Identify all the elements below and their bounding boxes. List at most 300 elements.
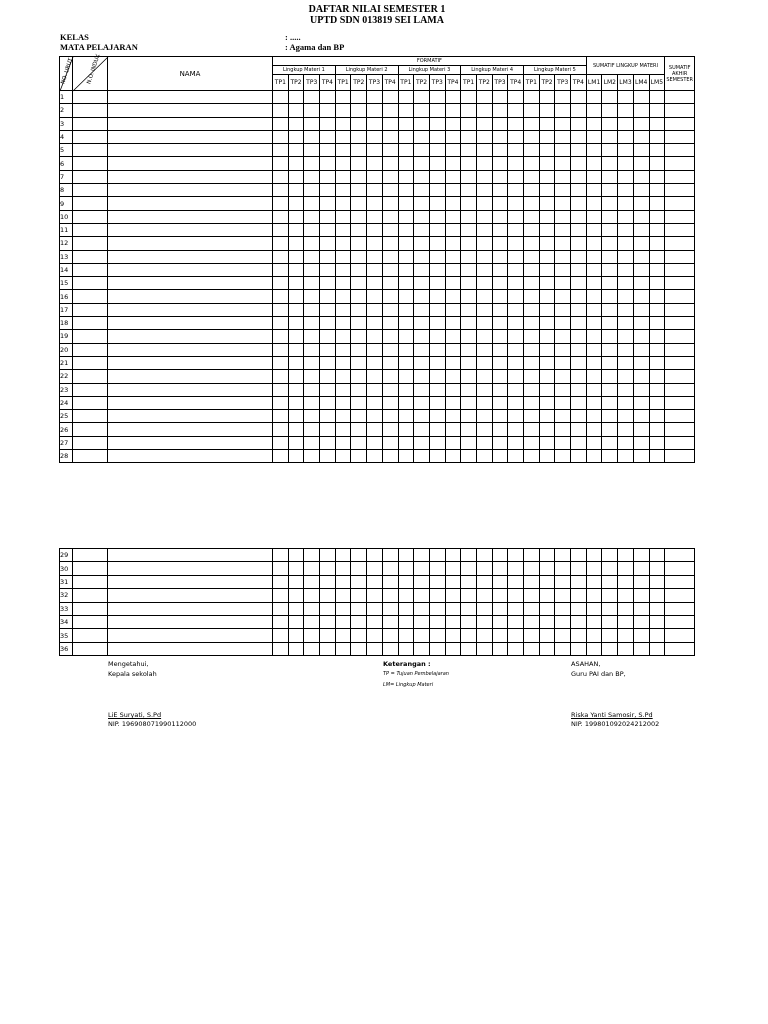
grade-cell[interactable] — [445, 303, 461, 316]
grade-cell[interactable] — [602, 263, 618, 276]
grade-cell[interactable] — [476, 436, 492, 449]
grade-cell[interactable] — [586, 396, 602, 409]
grade-cell[interactable] — [555, 602, 571, 615]
grade-cell[interactable] — [649, 117, 665, 130]
grade-cell[interactable] — [571, 370, 587, 383]
grade-cell[interactable] — [492, 343, 508, 356]
grade-cell[interactable] — [665, 130, 695, 143]
grade-cell[interactable] — [555, 210, 571, 223]
grade-cell[interactable] — [288, 290, 304, 303]
grade-cell[interactable] — [445, 562, 461, 575]
grade-cell[interactable] — [73, 210, 108, 223]
grade-cell[interactable] — [476, 356, 492, 369]
grade-cell[interactable] — [461, 410, 477, 423]
grade-cell[interactable] — [429, 396, 445, 409]
grade-cell[interactable] — [320, 170, 336, 183]
grade-cell[interactable] — [586, 436, 602, 449]
grade-cell[interactable] — [586, 423, 602, 436]
grade-cell[interactable] — [476, 170, 492, 183]
grade-cell[interactable] — [461, 144, 477, 157]
grade-cell[interactable] — [335, 615, 351, 628]
grade-cell[interactable] — [414, 197, 430, 210]
grade-cell[interactable] — [382, 423, 398, 436]
grade-cell[interactable] — [492, 383, 508, 396]
grade-cell[interactable] — [618, 130, 634, 143]
grade-cell[interactable] — [429, 250, 445, 263]
grade-cell[interactable] — [524, 104, 540, 117]
grade-cell[interactable] — [618, 184, 634, 197]
grade-cell[interactable] — [414, 423, 430, 436]
grade-cell[interactable] — [304, 330, 320, 343]
grade-cell[interactable] — [73, 436, 108, 449]
grade-cell[interactable] — [508, 237, 524, 250]
grade-cell[interactable] — [304, 223, 320, 236]
grade-cell[interactable] — [398, 197, 414, 210]
grade-cell[interactable] — [320, 184, 336, 197]
grade-cell[interactable] — [367, 343, 383, 356]
grade-cell[interactable] — [108, 210, 273, 223]
grade-cell[interactable] — [414, 410, 430, 423]
grade-cell[interactable] — [476, 410, 492, 423]
grade-cell[interactable] — [586, 356, 602, 369]
grade-cell[interactable] — [665, 642, 695, 655]
grade-cell[interactable] — [508, 197, 524, 210]
grade-cell[interactable] — [539, 91, 555, 104]
grade-cell[interactable] — [351, 370, 367, 383]
grade-cell[interactable] — [414, 615, 430, 628]
grade-cell[interactable] — [429, 615, 445, 628]
grade-cell[interactable] — [649, 263, 665, 276]
grade-cell[interactable] — [492, 184, 508, 197]
grade-cell[interactable] — [618, 91, 634, 104]
grade-cell[interactable] — [602, 104, 618, 117]
grade-cell[interactable] — [320, 549, 336, 562]
grade-cell[interactable] — [382, 144, 398, 157]
grade-cell[interactable] — [445, 250, 461, 263]
grade-cell[interactable] — [524, 642, 540, 655]
grade-cell[interactable] — [461, 629, 477, 642]
grade-cell[interactable] — [367, 436, 383, 449]
grade-cell[interactable] — [586, 383, 602, 396]
grade-cell[interactable] — [633, 290, 649, 303]
grade-cell[interactable] — [429, 330, 445, 343]
grade-cell[interactable] — [571, 157, 587, 170]
grade-cell[interactable] — [414, 290, 430, 303]
grade-cell[interactable] — [524, 91, 540, 104]
grade-cell[interactable] — [461, 170, 477, 183]
grade-cell[interactable] — [320, 104, 336, 117]
grade-cell[interactable] — [273, 130, 289, 143]
grade-cell[interactable] — [273, 91, 289, 104]
grade-cell[interactable] — [304, 450, 320, 463]
grade-cell[interactable] — [649, 642, 665, 655]
grade-cell[interactable] — [429, 343, 445, 356]
grade-cell[interactable] — [335, 184, 351, 197]
grade-cell[interactable] — [108, 575, 273, 588]
grade-cell[interactable] — [571, 317, 587, 330]
grade-cell[interactable] — [476, 343, 492, 356]
grade-cell[interactable] — [429, 130, 445, 143]
grade-cell[interactable] — [320, 290, 336, 303]
grade-cell[interactable] — [524, 303, 540, 316]
grade-cell[interactable] — [304, 197, 320, 210]
grade-cell[interactable] — [320, 117, 336, 130]
grade-cell[interactable] — [273, 383, 289, 396]
grade-cell[interactable] — [445, 642, 461, 655]
grade-cell[interactable] — [320, 343, 336, 356]
grade-cell[interactable] — [414, 562, 430, 575]
grade-cell[interactable] — [633, 629, 649, 642]
grade-cell[interactable] — [476, 575, 492, 588]
grade-cell[interactable] — [618, 117, 634, 130]
grade-cell[interactable] — [304, 356, 320, 369]
grade-cell[interactable] — [398, 370, 414, 383]
grade-cell[interactable] — [304, 562, 320, 575]
grade-cell[interactable] — [555, 629, 571, 642]
grade-cell[interactable] — [445, 615, 461, 628]
grade-cell[interactable] — [414, 117, 430, 130]
grade-cell[interactable] — [414, 383, 430, 396]
grade-cell[interactable] — [445, 277, 461, 290]
grade-cell[interactable] — [571, 436, 587, 449]
grade-cell[interactable] — [304, 157, 320, 170]
grade-cell[interactable] — [476, 250, 492, 263]
grade-cell[interactable] — [351, 589, 367, 602]
grade-cell[interactable] — [367, 383, 383, 396]
grade-cell[interactable] — [445, 370, 461, 383]
grade-cell[interactable] — [508, 144, 524, 157]
grade-cell[interactable] — [476, 144, 492, 157]
grade-cell[interactable] — [492, 263, 508, 276]
grade-cell[interactable] — [73, 250, 108, 263]
grade-cell[interactable] — [445, 91, 461, 104]
grade-cell[interactable] — [586, 197, 602, 210]
grade-cell[interactable] — [320, 436, 336, 449]
grade-cell[interactable] — [382, 290, 398, 303]
grade-cell[interactable] — [633, 383, 649, 396]
grade-cell[interactable] — [555, 250, 571, 263]
grade-cell[interactable] — [586, 343, 602, 356]
grade-cell[interactable] — [414, 223, 430, 236]
grade-cell[interactable] — [73, 383, 108, 396]
grade-cell[interactable] — [508, 396, 524, 409]
grade-cell[interactable] — [108, 330, 273, 343]
grade-cell[interactable] — [633, 410, 649, 423]
grade-cell[interactable] — [320, 356, 336, 369]
grade-cell[interactable] — [367, 317, 383, 330]
grade-cell[interactable] — [108, 91, 273, 104]
grade-cell[interactable] — [73, 91, 108, 104]
grade-cell[interactable] — [304, 91, 320, 104]
grade-cell[interactable] — [73, 223, 108, 236]
grade-cell[interactable] — [586, 602, 602, 615]
grade-cell[interactable] — [288, 170, 304, 183]
grade-cell[interactable] — [429, 629, 445, 642]
grade-cell[interactable] — [398, 263, 414, 276]
grade-cell[interactable] — [539, 615, 555, 628]
grade-cell[interactable] — [273, 370, 289, 383]
grade-cell[interactable] — [665, 157, 695, 170]
grade-cell[interactable] — [108, 549, 273, 562]
grade-cell[interactable] — [633, 450, 649, 463]
grade-cell[interactable] — [429, 450, 445, 463]
grade-cell[interactable] — [461, 184, 477, 197]
grade-cell[interactable] — [633, 104, 649, 117]
grade-cell[interactable] — [586, 575, 602, 588]
grade-cell[interactable] — [108, 317, 273, 330]
grade-cell[interactable] — [304, 237, 320, 250]
grade-cell[interactable] — [367, 223, 383, 236]
grade-cell[interactable] — [524, 277, 540, 290]
grade-cell[interactable] — [555, 343, 571, 356]
grade-cell[interactable] — [398, 210, 414, 223]
grade-cell[interactable] — [539, 330, 555, 343]
grade-cell[interactable] — [382, 237, 398, 250]
grade-cell[interactable] — [602, 157, 618, 170]
grade-cell[interactable] — [492, 450, 508, 463]
grade-cell[interactable] — [398, 237, 414, 250]
grade-cell[interactable] — [571, 575, 587, 588]
grade-cell[interactable] — [367, 562, 383, 575]
grade-cell[interactable] — [288, 629, 304, 642]
grade-cell[interactable] — [429, 197, 445, 210]
grade-cell[interactable] — [633, 602, 649, 615]
grade-cell[interactable] — [618, 237, 634, 250]
grade-cell[interactable] — [618, 370, 634, 383]
grade-cell[interactable] — [335, 423, 351, 436]
grade-cell[interactable] — [524, 383, 540, 396]
grade-cell[interactable] — [508, 210, 524, 223]
grade-cell[interactable] — [288, 237, 304, 250]
grade-cell[interactable] — [508, 450, 524, 463]
grade-cell[interactable] — [524, 330, 540, 343]
grade-cell[interactable] — [602, 423, 618, 436]
grade-cell[interactable] — [633, 144, 649, 157]
grade-cell[interactable] — [335, 436, 351, 449]
grade-cell[interactable] — [320, 157, 336, 170]
grade-cell[interactable] — [351, 197, 367, 210]
grade-cell[interactable] — [445, 589, 461, 602]
grade-cell[interactable] — [461, 130, 477, 143]
grade-cell[interactable] — [320, 642, 336, 655]
grade-cell[interactable] — [108, 629, 273, 642]
grade-cell[interactable] — [461, 423, 477, 436]
grade-cell[interactable] — [429, 157, 445, 170]
grade-cell[interactable] — [382, 210, 398, 223]
grade-cell[interactable] — [492, 575, 508, 588]
grade-cell[interactable] — [618, 317, 634, 330]
grade-cell[interactable] — [476, 223, 492, 236]
grade-cell[interactable] — [571, 410, 587, 423]
grade-cell[interactable] — [618, 356, 634, 369]
grade-cell[interactable] — [351, 290, 367, 303]
grade-cell[interactable] — [335, 263, 351, 276]
grade-cell[interactable] — [508, 91, 524, 104]
grade-cell[interactable] — [382, 317, 398, 330]
grade-cell[interactable] — [288, 277, 304, 290]
grade-cell[interactable] — [649, 144, 665, 157]
grade-cell[interactable] — [539, 223, 555, 236]
grade-cell[interactable] — [508, 356, 524, 369]
grade-cell[interactable] — [351, 423, 367, 436]
grade-cell[interactable] — [414, 629, 430, 642]
grade-cell[interactable] — [539, 277, 555, 290]
grade-cell[interactable] — [508, 383, 524, 396]
grade-cell[interactable] — [665, 356, 695, 369]
grade-cell[interactable] — [633, 330, 649, 343]
grade-cell[interactable] — [602, 184, 618, 197]
grade-cell[interactable] — [618, 410, 634, 423]
grade-cell[interactable] — [633, 237, 649, 250]
grade-cell[interactable] — [539, 144, 555, 157]
grade-cell[interactable] — [618, 575, 634, 588]
grade-cell[interactable] — [508, 130, 524, 143]
grade-cell[interactable] — [602, 317, 618, 330]
grade-cell[interactable] — [429, 263, 445, 276]
grade-cell[interactable] — [508, 330, 524, 343]
grade-cell[interactable] — [367, 423, 383, 436]
grade-cell[interactable] — [539, 303, 555, 316]
grade-cell[interactable] — [539, 104, 555, 117]
grade-cell[interactable] — [320, 575, 336, 588]
grade-cell[interactable] — [429, 303, 445, 316]
grade-cell[interactable] — [524, 263, 540, 276]
grade-cell[interactable] — [618, 450, 634, 463]
grade-cell[interactable] — [445, 575, 461, 588]
grade-cell[interactable] — [508, 290, 524, 303]
grade-cell[interactable] — [508, 157, 524, 170]
grade-cell[interactable] — [461, 343, 477, 356]
grade-cell[interactable] — [382, 184, 398, 197]
grade-cell[interactable] — [351, 237, 367, 250]
grade-cell[interactable] — [492, 290, 508, 303]
grade-cell[interactable] — [555, 317, 571, 330]
grade-cell[interactable] — [414, 575, 430, 588]
grade-cell[interactable] — [335, 157, 351, 170]
grade-cell[interactable] — [73, 237, 108, 250]
grade-cell[interactable] — [539, 562, 555, 575]
grade-cell[interactable] — [586, 303, 602, 316]
grade-cell[interactable] — [288, 210, 304, 223]
grade-cell[interactable] — [586, 629, 602, 642]
grade-cell[interactable] — [555, 263, 571, 276]
grade-cell[interactable] — [367, 263, 383, 276]
grade-cell[interactable] — [571, 277, 587, 290]
grade-cell[interactable] — [367, 277, 383, 290]
grade-cell[interactable] — [351, 642, 367, 655]
grade-cell[interactable] — [571, 144, 587, 157]
grade-cell[interactable] — [633, 210, 649, 223]
grade-cell[interactable] — [320, 383, 336, 396]
grade-cell[interactable] — [398, 170, 414, 183]
grade-cell[interactable] — [602, 562, 618, 575]
grade-cell[interactable] — [273, 170, 289, 183]
grade-cell[interactable] — [367, 615, 383, 628]
grade-cell[interactable] — [73, 450, 108, 463]
grade-cell[interactable] — [461, 450, 477, 463]
grade-cell[interactable] — [398, 356, 414, 369]
grade-cell[interactable] — [602, 250, 618, 263]
grade-cell[interactable] — [571, 197, 587, 210]
grade-cell[interactable] — [555, 615, 571, 628]
grade-cell[interactable] — [555, 197, 571, 210]
grade-cell[interactable] — [602, 589, 618, 602]
grade-cell[interactable] — [508, 575, 524, 588]
grade-cell[interactable] — [649, 436, 665, 449]
grade-cell[interactable] — [335, 343, 351, 356]
grade-cell[interactable] — [492, 602, 508, 615]
grade-cell[interactable] — [476, 184, 492, 197]
grade-cell[interactable] — [571, 104, 587, 117]
grade-cell[interactable] — [398, 290, 414, 303]
grade-cell[interactable] — [335, 396, 351, 409]
grade-cell[interactable] — [492, 629, 508, 642]
grade-cell[interactable] — [665, 330, 695, 343]
grade-cell[interactable] — [649, 157, 665, 170]
grade-cell[interactable] — [649, 343, 665, 356]
grade-cell[interactable] — [320, 423, 336, 436]
grade-cell[interactable] — [304, 642, 320, 655]
grade-cell[interactable] — [367, 396, 383, 409]
grade-cell[interactable] — [108, 602, 273, 615]
grade-cell[interactable] — [492, 130, 508, 143]
grade-cell[interactable] — [367, 410, 383, 423]
grade-cell[interactable] — [555, 223, 571, 236]
grade-cell[interactable] — [398, 157, 414, 170]
grade-cell[interactable] — [445, 290, 461, 303]
grade-cell[interactable] — [461, 263, 477, 276]
grade-cell[interactable] — [398, 277, 414, 290]
grade-cell[interactable] — [555, 237, 571, 250]
grade-cell[interactable] — [555, 170, 571, 183]
grade-cell[interactable] — [73, 117, 108, 130]
grade-cell[interactable] — [618, 589, 634, 602]
grade-cell[interactable] — [555, 184, 571, 197]
grade-cell[interactable] — [508, 277, 524, 290]
grade-cell[interactable] — [476, 629, 492, 642]
grade-cell[interactable] — [414, 170, 430, 183]
grade-cell[interactable] — [539, 629, 555, 642]
grade-cell[interactable] — [492, 549, 508, 562]
grade-cell[interactable] — [445, 356, 461, 369]
grade-cell[interactable] — [602, 290, 618, 303]
grade-cell[interactable] — [414, 356, 430, 369]
grade-cell[interactable] — [555, 303, 571, 316]
grade-cell[interactable] — [429, 602, 445, 615]
grade-cell[interactable] — [429, 117, 445, 130]
grade-cell[interactable] — [108, 250, 273, 263]
grade-cell[interactable] — [461, 223, 477, 236]
grade-cell[interactable] — [618, 549, 634, 562]
grade-cell[interactable] — [665, 91, 695, 104]
grade-cell[interactable] — [304, 170, 320, 183]
grade-cell[interactable] — [273, 237, 289, 250]
grade-cell[interactable] — [398, 91, 414, 104]
grade-cell[interactable] — [335, 237, 351, 250]
grade-cell[interactable] — [414, 250, 430, 263]
grade-cell[interactable] — [602, 575, 618, 588]
grade-cell[interactable] — [476, 549, 492, 562]
grade-cell[interactable] — [571, 423, 587, 436]
grade-cell[interactable] — [665, 370, 695, 383]
grade-cell[interactable] — [398, 589, 414, 602]
grade-cell[interactable] — [571, 589, 587, 602]
grade-cell[interactable] — [73, 549, 108, 562]
grade-cell[interactable] — [555, 410, 571, 423]
grade-cell[interactable] — [539, 197, 555, 210]
grade-cell[interactable] — [351, 130, 367, 143]
grade-cell[interactable] — [273, 263, 289, 276]
